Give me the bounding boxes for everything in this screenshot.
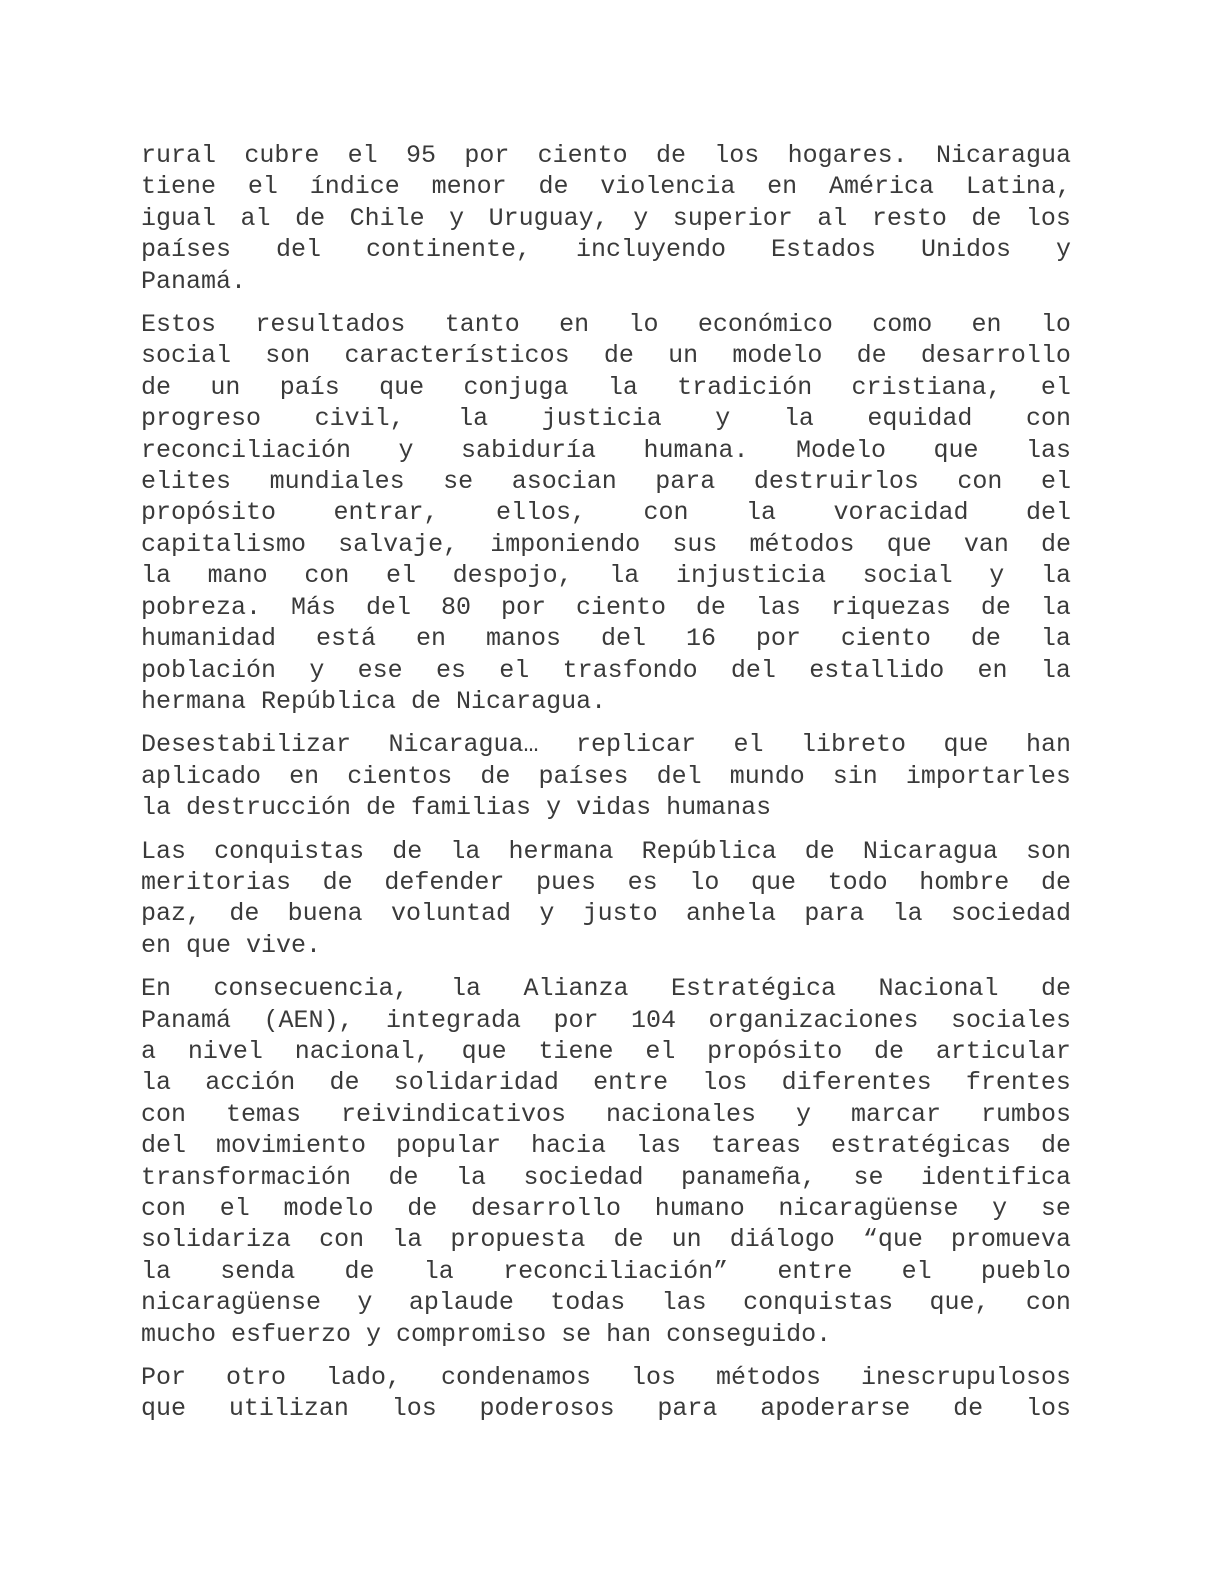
text-line: Panamá. xyxy=(141,266,247,296)
text-line: tiene el índice menor de violencia en América Latina, xyxy=(141,172,1071,202)
text-line: de un país que conjuga la tradición cristiana, el xyxy=(141,372,1071,402)
text-line: población y ese es el trasfondo del estallido en la xyxy=(141,655,1071,685)
text-line: nicaragüense y aplaude todas las conquistas que, con xyxy=(141,1288,1071,1318)
text-line: capitalismo salvaje, imponiendo sus métodos que van de xyxy=(141,529,1071,559)
text-line: la acción de solidaridad entre los diferentes frentes xyxy=(141,1068,1071,1098)
text-line: pobreza. Más del 80 por ciento de las riquezas de la xyxy=(141,592,1071,622)
text-line: reconciliación y sabiduría humana. Modelo que las xyxy=(141,435,1071,465)
text-line: igual al de Chile y Uruguay, y superior al resto de los xyxy=(141,203,1071,233)
text-line: Por otro lado, condenamos los métodos inescrupulosos xyxy=(141,1363,1071,1393)
text-line: En consecuencia, la Alianza Estratégica Nacional de xyxy=(141,974,1071,1004)
text-line: que utilizan los poderosos para apoderarse de los xyxy=(141,1394,1071,1424)
text-line: rural cubre el 95 por ciento de los hogares. Nicaragua xyxy=(141,141,1071,170)
text-line: mucho esfuerzo y compromiso se han conseguido. xyxy=(141,1319,832,1349)
text-line: la destrucción de familias y vidas humanas xyxy=(141,793,772,823)
paragraph-2 xyxy=(141,309,1071,717)
text-line: con el modelo de desarrollo humano nicaragüense y se xyxy=(141,1194,1071,1223)
text-line: a nivel nacional, que tiene el propósito de articular xyxy=(141,1036,1071,1066)
text-line: aplicado en cientos de países del mundo sin importarles xyxy=(141,761,1071,791)
paragraph-6 xyxy=(141,1362,1071,1425)
text-line: Las conquistas de la hermana República de Nicaragua son xyxy=(141,836,1071,866)
text-line: del movimiento popular hacia las tareas estratégicas de xyxy=(141,1131,1071,1161)
text-line: social son característicos de un modelo de desarrollo xyxy=(141,341,1071,371)
document-page xyxy=(141,140,1071,1437)
text-line: con temas reivindicativos nacionales y marcar rumbos xyxy=(141,1099,1071,1129)
text-line: solidariza con la propuesta de un diálogo “que promueva xyxy=(141,1225,1071,1255)
text-line: la mano con el despojo, la injusticia social y la xyxy=(141,561,1071,591)
paragraph-4 xyxy=(141,836,1071,962)
text-line: hermana República de Nicaragua. xyxy=(141,686,607,716)
text-line: la senda de la reconciliación” entre el pueblo xyxy=(141,1256,1071,1286)
text-line: en que vive. xyxy=(141,930,322,960)
text-line: progreso civil, la justicia y la equidad con xyxy=(141,404,1071,434)
text-line: humanidad está en manos del 16 por ciento de la xyxy=(141,624,1071,654)
paragraph-3 xyxy=(141,729,1071,823)
text-line: meritorias de defender pues es lo que todo hombre de xyxy=(141,867,1071,897)
text-line: países del continente, incluyendo Estados Unidos y xyxy=(141,235,1071,265)
text-line: Panamá (AEN), integrada por 104 organizaciones sociales xyxy=(141,1005,1071,1035)
text-line: propósito entrar, ellos, con la voracidad del xyxy=(141,498,1071,528)
text-line: transformación de la sociedad panameña, se identifica xyxy=(141,1162,1071,1192)
text-line: Estos resultados tanto en lo económico como en lo xyxy=(141,310,1071,340)
text-line: paz, de buena voluntad y justo anhela para la sociedad xyxy=(141,899,1071,929)
text-line: elites mundiales se asocian para destruirlos con el xyxy=(141,467,1071,497)
paragraph-5 xyxy=(141,973,1071,1350)
paragraph-1 xyxy=(141,140,1071,297)
text-line: Desestabilizar Nicaragua… replicar el libreto que han xyxy=(141,730,1071,760)
